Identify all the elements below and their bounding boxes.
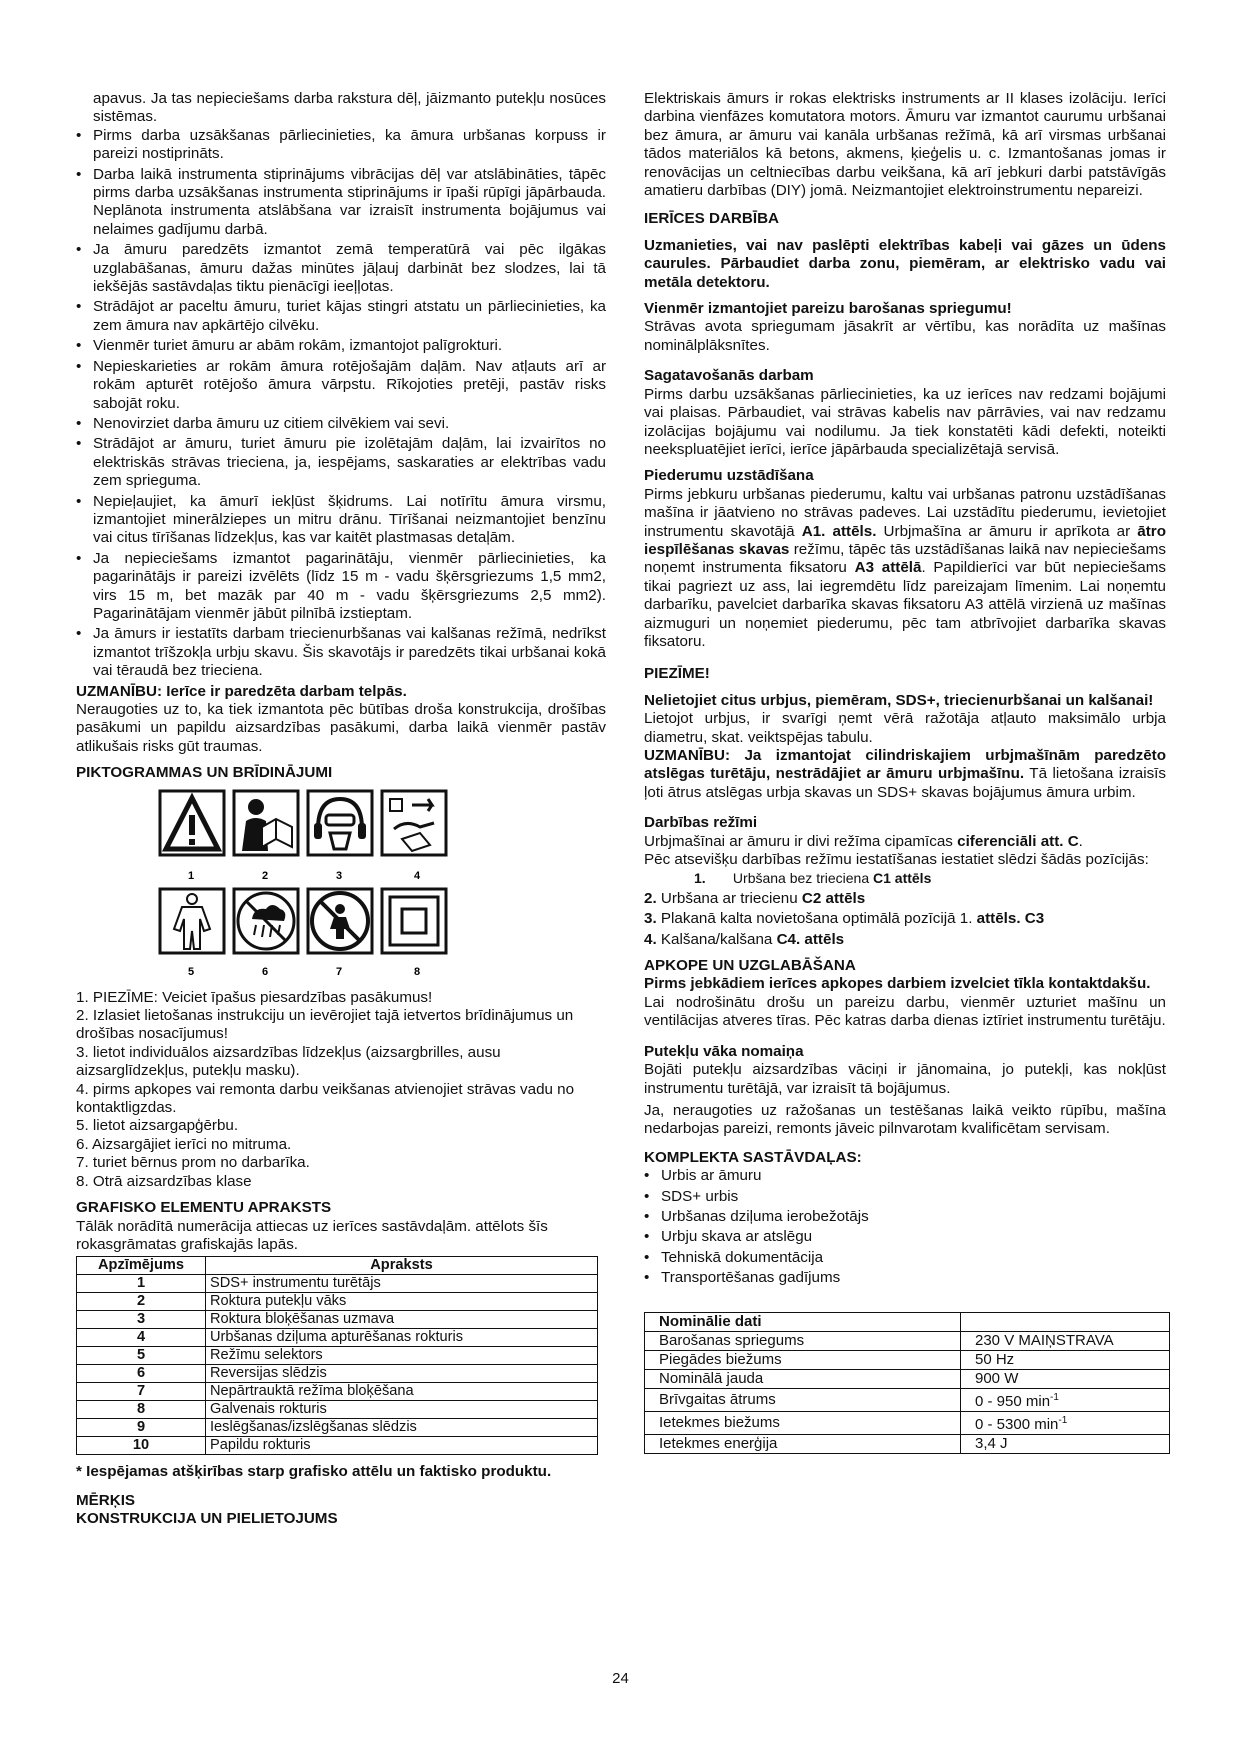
table-header-row — [77, 1257, 598, 1275]
pict-number: 4 — [414, 869, 421, 882]
pictograms-figure — [158, 789, 606, 985]
mode-item — [644, 890, 1166, 908]
legend-item: 7. turiet bērnus prom no darbarīka. — [76, 1154, 310, 1172]
unplug-icon — [382, 791, 446, 855]
prep-title: Sagatavošanās darbam — [644, 367, 814, 385]
table-row — [77, 1383, 598, 1401]
row-description: Reversijas slēdzis — [206, 1365, 598, 1383]
pict-number: 6 — [262, 965, 269, 978]
table-row — [77, 1401, 598, 1419]
table-row — [77, 1437, 598, 1455]
table-row — [645, 1388, 1170, 1411]
intro-line: apavus. Ja tas nepieciešams darba rakstura dēļ, jāizmanto putekļu nosūces sistēmas. — [93, 90, 606, 126]
row-number: 5 — [77, 1347, 206, 1365]
kit-list — [644, 1167, 1166, 1287]
figure-ref: C4. attēls — [776, 930, 845, 948]
note-title: PIEZĪME! — [644, 665, 710, 683]
voltage-title: Vienmēr izmantojiet pareizu barošanas spriegumu! — [644, 300, 1012, 318]
mode-text: Urbšana bez trieciena — [732, 870, 873, 887]
table-row — [77, 1293, 598, 1311]
graphics-title: GRAFISKO ELEMENTU APRAKSTS — [76, 1199, 332, 1217]
legend-item: 1. PIEZĪME: Veiciet īpašus piesardzības pasākumus! — [76, 988, 433, 1006]
rated-title: Nominālie dati — [645, 1312, 961, 1331]
modes-text — [644, 833, 1166, 851]
value-exponent: -1 — [1058, 1414, 1068, 1426]
caution-paragraph — [644, 747, 1166, 802]
row-description: Roktura putekļu vāks — [206, 1293, 598, 1311]
table-row — [645, 1434, 1170, 1453]
kit-item: • SDS+ urbis — [644, 1188, 1166, 1206]
caution-text: Neraugoties uz to, ka tiek izmantota pēc būtības droša konstrukcija, drošības pasākumi un papildu aizsardzības pasākumi, darba laikā vienmēr pastāv atlikušais risks gūt traumas. — [76, 701, 606, 755]
table-row — [77, 1347, 598, 1365]
maintenance-title: APKOPE UN UZGLABĀŠANA — [644, 957, 856, 975]
spec-value: 50 Hz — [961, 1350, 1170, 1369]
operation-title: IERĪCES DARBĪBA — [644, 210, 780, 228]
row-number: 3 — [77, 1311, 206, 1329]
row-description: Papildu rokturis — [206, 1437, 598, 1455]
value-exponent: -1 — [1050, 1391, 1059, 1403]
bullet-item: • Ja nepieciešams izmantot pagarinātāju, vienmēr pārliecinieties, ka pagarinātājs ir pareizi izvēlēts (līdz 15 m - vadu šķērsgriezums 1,5 mm2, virs 15 m, bet mazāk par 40 m - vadu šķērsgriezums 2,5 mm2). Pagarinātājam vienmēr jābūt pilnībā izstieptam. — [76, 550, 606, 624]
spec-value: 230 V MAIŅSTRAVA — [961, 1331, 1170, 1350]
pict-number: 5 — [188, 965, 195, 978]
accessory-title: Piederumu uzstādīšana — [644, 467, 814, 485]
table-row — [645, 1331, 1170, 1350]
table-row — [645, 1350, 1170, 1369]
caution-title: UZMANĪBU: Ierīce ir paredzēta darbam telpās. — [76, 682, 407, 700]
keep-children-away-icon — [308, 889, 372, 953]
read-manual-icon — [234, 791, 298, 855]
right-column — [644, 90, 1166, 1454]
rated-data-table — [644, 1312, 1170, 1454]
row-description: SDS+ instrumentu turētājs — [206, 1275, 598, 1293]
left-column — [76, 90, 606, 1529]
pict-number: 7 — [336, 965, 343, 978]
kit-item: • Urbis ar āmuru — [644, 1167, 1166, 1185]
text-run: Pirms jebkuru urbšanas piederumu, kaltu vai urbšanas patronu uzstādīšanas mašīna ir jāatvieno no strāvas padeves. Lai uzstādītu piederumu, ievietojiet instrumentu skavotājā — [644, 485, 1166, 540]
bullet-item: • Strādājot ar āmuru, turiet āmuru pie izolētajām daļām, lai izvairītos no elektriskās strāvas trieciena, ja, iespējams, saskaraties ar elektrības vadu zem sprieguma. — [76, 435, 606, 490]
spec-label: Piegādes biežums — [645, 1350, 961, 1369]
row-number: 9 — [77, 1419, 206, 1437]
spec-label: Brīvgaitas ātrums — [645, 1388, 961, 1411]
bullet-item: • Nepieskarieties ar rokām āmura rotējošajām daļām. Nav atļauts arī ar rokām apturēt rotējošo āmura vārpstu. Rīkojoties pretēji, pastāv risks sabojāt roku. — [76, 358, 606, 413]
legend-item: 2. Izlasiet lietošanas instrukciju un ievērojiet tajā ietvertos brīdinājumus un drošības nosacījumus! — [76, 1007, 574, 1043]
pictograms-title: PIKTOGRAMMAS UN BRĪDINĀJUMI — [76, 764, 333, 782]
maintenance-text: Lai nodrošinātu drošu un pareizu darbu, vienmēr uzturiet mašīnu un ventilācijas atveres tīras. Pēc katras darba dienas iztīriet instrumentu turētāju. — [644, 993, 1166, 1030]
text-run: . Papildierīci var būt nepieciešams tikai pagriezt uz ass, lai iegremdētu līdz pareizajam līmenim. Lai noņemtu darbarīku, pavelciet darbarīka skavas fiksatoru A3 attēlā virzienā uz mašīnas aizmuguri un noņemiet piederumu, pēc tam atbrīvojiet darbarīka skavas fiksatoru. — [644, 559, 1166, 650]
table-header: Apraksts — [206, 1257, 598, 1275]
row-description: Režīmu selektors — [206, 1347, 598, 1365]
row-number: 6 — [77, 1365, 206, 1383]
table-header-row — [645, 1312, 1170, 1331]
bullet-item: • Nepieļaujiet, ka āmurī iekļūst šķidrums. Lai notīrītu āmura virsmu, izmantojiet minerālziepes un mitru drānu. Tīrīšanai neizmantojiet benzīnu vai citus tīrīšanas līdzekļus, kas var kaitēt plastmasas detaļām. — [76, 493, 606, 548]
row-number: 1 — [77, 1275, 206, 1293]
table-header: Apzīmējums — [77, 1257, 206, 1275]
class-ii-insulation-icon — [382, 889, 446, 953]
legend-item: 3. lietot individuālos aizsardzības līdzekļus (aizsargbrilles, ausu aizsarglīdzekļus, putekļu masku). — [76, 1043, 501, 1080]
spec-value: 900 W — [961, 1369, 1170, 1388]
row-description: Roktura bloķēšanas uzmava — [206, 1311, 598, 1329]
table-row — [77, 1419, 598, 1437]
text-run: . — [1078, 832, 1083, 850]
table-row — [77, 1329, 598, 1347]
text-run: Urbjmašīna ar āmuru ir aprīkota ar — [876, 522, 1138, 540]
bullet-item: • Pirms darba uzsākšanas pārliecinieties, ka āmura urbšanas korpuss ir pareizi nostiprināts. — [76, 127, 606, 164]
spec-value — [961, 1388, 1170, 1411]
row-number: 7 — [77, 1383, 206, 1401]
pict-number: 1 — [188, 869, 195, 882]
repair-text: Ja, neraugoties uz ražošanas un testēšanas laikā veikto rūpību, mašīna nedarbojas pareizi, remonts jāveic pilnvarotam kvalificētam servisam. — [644, 1101, 1166, 1138]
figure-ref: ciferenciāli att. C — [957, 832, 1079, 850]
components-table — [76, 1256, 598, 1455]
maintenance-bold: Pirms jebkādiem ierīces apkopes darbiem izvelciet tīkla kontaktdakšu. — [644, 975, 1151, 993]
spec-value — [961, 1411, 1170, 1434]
purpose-title: MĒRĶIS — [76, 1491, 136, 1509]
protective-gear-icon — [308, 791, 372, 855]
kit-item: • Urbšanas dziļuma ierobežotājs — [644, 1208, 1166, 1226]
kit-title: KOMPLEKTA SASTĀVDAĻAS: — [644, 1148, 862, 1166]
protect-from-moisture-icon — [234, 889, 298, 953]
spec-label: Nominālā jauda — [645, 1369, 961, 1388]
legend-item: 6. Aizsargājiet ierīci no mitruma. — [76, 1135, 292, 1153]
text-run: Urbjmašīnai ar āmuru ir divi režīma cipamīcas — [644, 832, 958, 850]
bullet-item: • Nenovirziet darba āmuru uz citiem cilvēkiem vai sevi. — [76, 415, 606, 433]
table-row — [645, 1411, 1170, 1434]
table-row — [77, 1365, 598, 1383]
mode-number: 3. — [644, 910, 657, 928]
construction-title: KONSTRUKCIJA UN PIELIETOJUMS — [76, 1510, 338, 1528]
dust-cover-title: Putekļu vāka nomaiņa — [644, 1042, 804, 1060]
kit-item: • Transportēšanas gadījums — [644, 1269, 1166, 1287]
row-description: Galvenais rokturis — [206, 1401, 598, 1419]
safety-bullets — [76, 127, 606, 681]
bullet-item: • Ja āmuru paredzēts izmantot zemā temperatūrā vai pēc ilgākas uzglabāšanas, āmuru dažas minūtes jāļauj darbināt bez slodzes, lai tā iekšējās sastāvdaļas tiktu pienācīgi ieeļļotas. — [76, 241, 606, 296]
intro-text: Elektriskais āmurs ir rokas elektrisks instruments ar II klases izolāciju. Ierīci darbina vienfāzes komutatora motors. Āmuru var izmantot caurumu urbšanai bez āmura, ar āmuru vai kanāla urbšanas režīmā, kā arī virsmas urbšanai tādos materiālos kā betons, akmens, ķieģelis u. c. Izmantošanas jomas ir renovācijas un celtniecības darbu veikšana, kā arī jebkuri darbi patstāvīgās amatieru darbības (DIY) jomā. Neizmantojiet elektroinstrumentu nepareizi. — [644, 90, 1166, 200]
row-number: 10 — [77, 1437, 206, 1455]
mode-number: 4. — [644, 930, 657, 948]
dust-cover-text: Bojāti putekļu aizsardzības vāciņi ir jānomaina, jo putekļi, kas nokļūst instrumentu turētājā, var izraisīt tā bojājumus. — [644, 1061, 1166, 1097]
modes-title: Darbības režīmi — [644, 814, 758, 832]
legend-item: 4. pirms apkopes vai remonta darbu veikšanas atvienojiet strāvas vadu no kontaktligzdas. — [76, 1080, 575, 1117]
row-description: Nepārtrauktā režīma bloķēšana — [206, 1383, 598, 1401]
warning-triangle-icon — [160, 791, 224, 855]
bullet-item: • Strādājot ar paceltu āmuru, turiet kājas stingri atstatu un pārliecinieties, ka zem āmura nav apkārtējo cilvēku. — [76, 298, 606, 335]
voltage-text: Strāvas avota spriegumam jāsakrīt ar vērtību, kas norādīta uz mašīnas nominālplāksnītes. — [644, 318, 1166, 354]
figure-ref: C2 attēls — [801, 889, 866, 907]
figure-ref: attēls. C3 — [976, 910, 1045, 928]
spec-label: Ietekmes biežums — [645, 1411, 961, 1434]
figure-ref: A3 attēlā — [854, 559, 922, 577]
pict-number: 8 — [414, 965, 421, 978]
empty-cell — [961, 1312, 1170, 1331]
kit-item: • Tehniskā dokumentācija — [644, 1249, 1166, 1267]
legend-item: 5. lietot aizsargapģērbu. — [76, 1117, 239, 1135]
spec-label: Ietekmes enerģija — [645, 1434, 961, 1453]
mode-text: Plakanā kalta novietošana optimālā pozīcijā 1. — [660, 910, 977, 928]
mode-text: Kalšana/kalšana — [660, 930, 777, 948]
caution-bold: UZMANĪBU: Ja izmantojat cilindriskajiem urbjmašīnām paredzēto atslēgas turētāju, nestrādājiet ar āmuru urbjmašīnu. — [644, 747, 1166, 783]
mode-number: 2. — [644, 889, 657, 907]
table-row — [77, 1275, 598, 1293]
mode-item — [644, 910, 1166, 928]
pict-number: 2 — [262, 869, 269, 882]
row-description: Ieslēgšanas/izslēgšanas slēdzis — [206, 1419, 598, 1437]
bullet-item: • Darba laikā instrumenta stiprinājums vibrācijas dēļ var atslābināties, tāpēc pirms darba uzsākšanas instrumenta stiprinājums ir īpaši rūpīgi jāpārbauda. Neplānota instrumenta atslābšana var izraisīt instrumenta bojājumus vai nelaimes gadījumu darbā. — [76, 166, 606, 240]
value-text: 0 - 950 min — [975, 1392, 1051, 1410]
value-text: 0 - 5300 min — [975, 1415, 1059, 1433]
pict-number: 3 — [336, 869, 343, 882]
accessory-text — [644, 486, 1166, 652]
spec-value: 3,4 J — [961, 1434, 1170, 1453]
modes-intro: Pēc atsevišķu darbības režīmu iestatīšanas iestatiet slēdzi šādās pozīcijās: — [644, 851, 1149, 869]
figure-ref: A1. attēls. — [801, 522, 877, 540]
bullet-item: • Ja āmurs ir iestatīts darbam triecienurbšanas vai kalšanas režīmā, nedrīkst izmantot trīšzokļa urbju skavu. Šis skavotājs ir paredzēts tikai urbšanai kokā vai tēraudā bez trieciena. — [76, 625, 606, 680]
caution-text: Tā lietošana izraisīs ļoti ātrus atslēgas urbja skavas un SDS+ skavas bojājumus āmura urbim. — [644, 765, 1166, 801]
spec-label: Barošanas spriegums — [645, 1331, 961, 1350]
footnote: * Iespējamas atšķirības starp grafisko attēlu un faktisko produktu. — [76, 1463, 552, 1481]
table-row — [645, 1369, 1170, 1388]
intro-paragraph — [76, 90, 606, 127]
kit-item: • Urbju skava ar atslēgu — [644, 1228, 1166, 1246]
operation-warning: Uzmanieties, vai nav paslēpti elektrības kabeļi vai gāzes un ūdens caurules. Pārbaudiet darba zonu, piemēram, ar elektrisko vadu vai metāla detektoru. — [644, 236, 1166, 291]
bullet-item: • Vienmēr turiet āmuru ar abām rokām, izmantojot palīgrokturi. — [76, 337, 606, 355]
modes-list — [644, 869, 1166, 949]
prep-text: Pirms darbu uzsākšanas pārliecinieties, ka uz ierīces nav redzami bojājumi vai plaisas. Pārbaudiet, vai strāvas kabelis nav pārrāvies, vai nav redzamu izolācijas bojājumu vai nodilumu. Ja tiek konstatēti kādi defekti, noteikti neekspluatējiet ierīci, ierīce jāpārbauda specializētajā servisā. — [644, 385, 1166, 458]
legend-item: 8. Otrā aizsardzības klase — [76, 1172, 252, 1190]
page-number: 24 — [612, 1670, 629, 1687]
mode-number: 1. — [694, 870, 706, 887]
pictogram-legend — [76, 989, 606, 1191]
row-description: Urbšanas dziļuma apturēšanas rokturis — [206, 1329, 598, 1347]
mode-item — [644, 931, 1166, 949]
text-run: režīmu, tāpēc tās uzstādīšanas laikā nav nepieciešams noņemt instrumenta fiksatoru — [644, 540, 1166, 577]
protective-clothing-icon — [160, 889, 224, 953]
row-number: 4 — [77, 1329, 206, 1347]
graphics-text: Tālāk norādītā numerācija attiecas uz ierīces sastāvdaļām. attēlots šīs rokasgrāmatas grafiskajās lapās. — [76, 1217, 548, 1253]
note-bold: Nelietojiet citus urbjus, piemēram, SDS+, triecienurbšanai un kalšanai! — [644, 691, 1154, 709]
figure-ref: C1 attēls — [873, 870, 932, 887]
pictograms-svg — [158, 789, 458, 985]
note-text: Lietojot urbjus, ir svarīgi ņemt vērā ražotāja atļauto maksimālo urbja diametru, skat. veiktspējas tabulu. — [644, 710, 1166, 746]
mode-item — [644, 869, 1166, 887]
table-row — [77, 1311, 598, 1329]
mode-text: Urbšana ar triecienu — [660, 889, 802, 907]
emphasis: ātro iespīlēšanas skavas — [644, 522, 1166, 558]
row-number: 8 — [77, 1401, 206, 1419]
row-number: 2 — [77, 1293, 206, 1311]
